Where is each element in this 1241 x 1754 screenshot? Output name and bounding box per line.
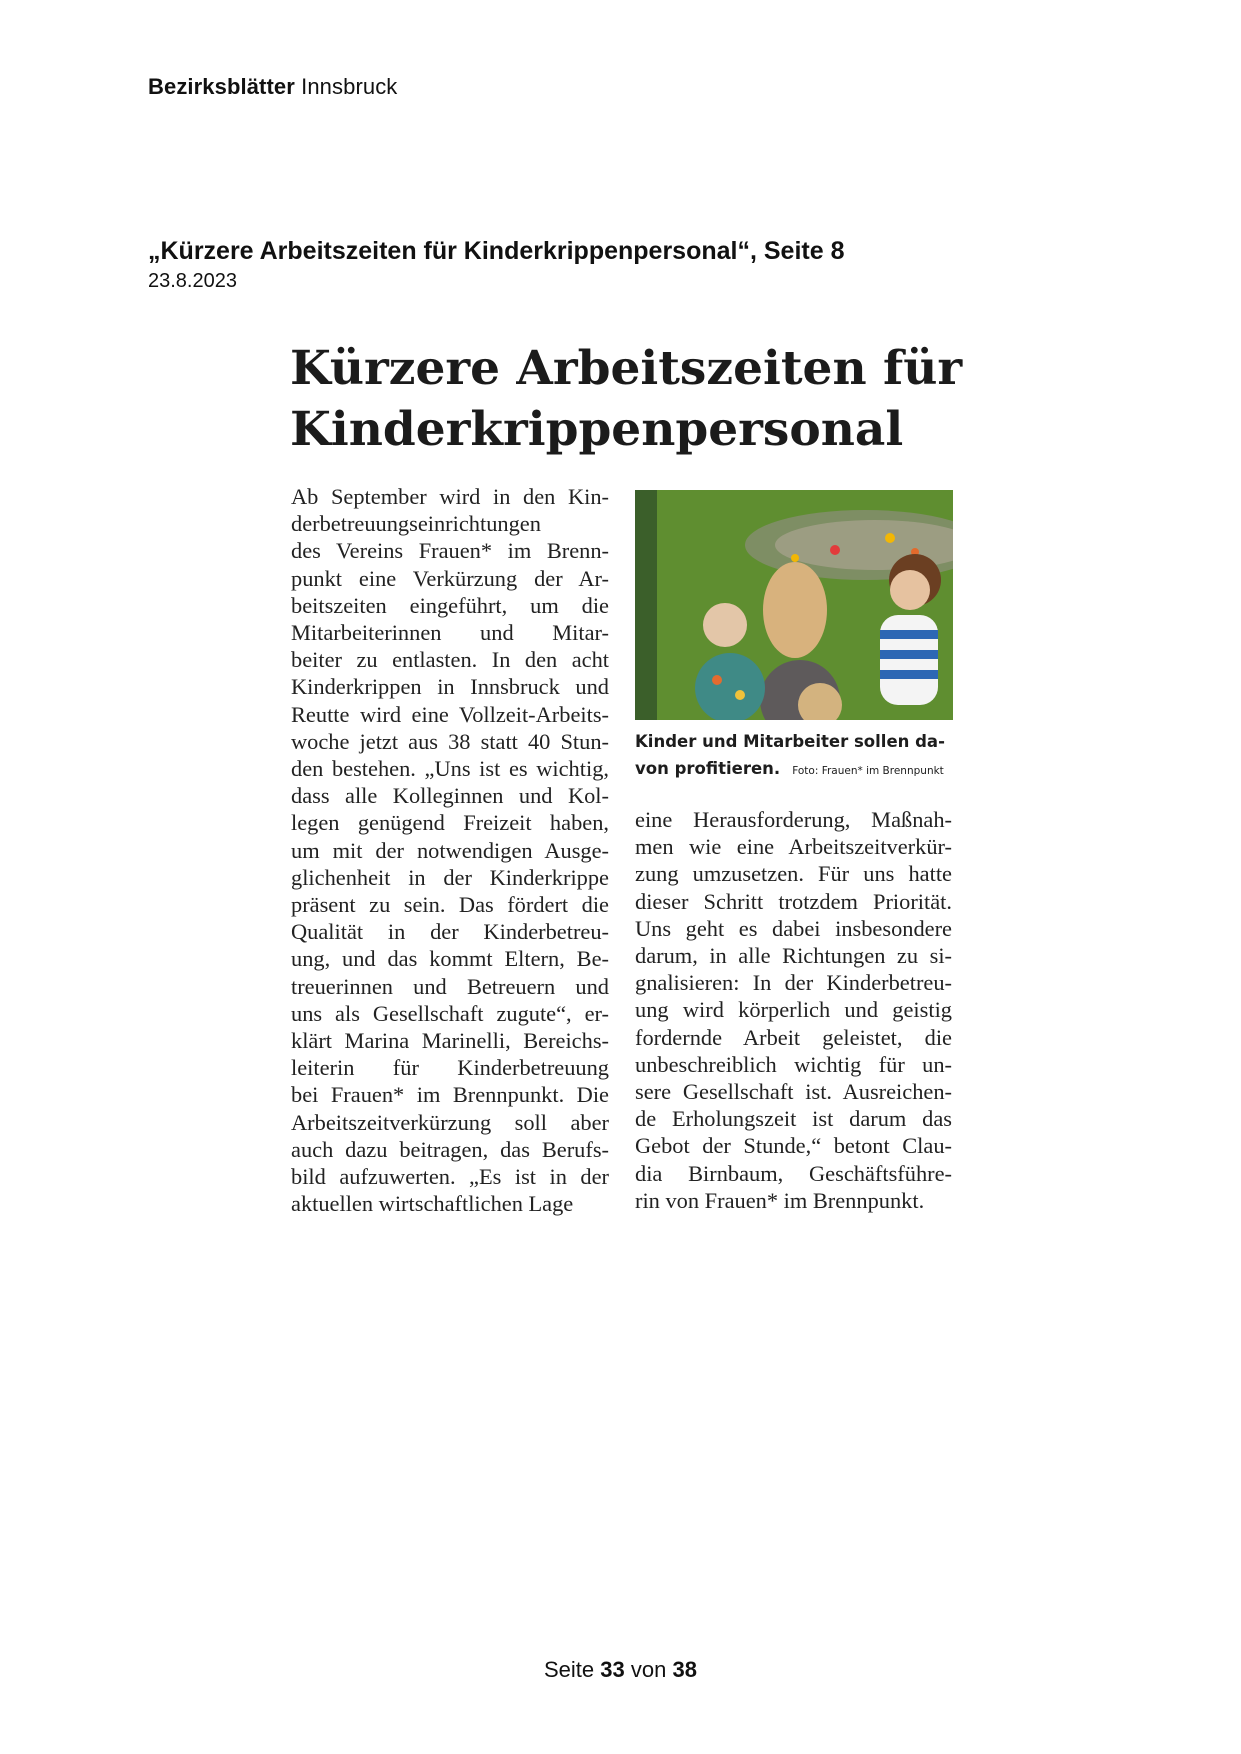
left-column-line: treuerinnen und Betreuern und bbox=[291, 973, 609, 999]
article-headline bbox=[290, 338, 970, 460]
headline-line-2: Kinderkrippenpersonal bbox=[290, 402, 904, 457]
left-column-line: den bestehen. „Uns ist es wichtig, bbox=[291, 756, 609, 782]
left-column-line: um mit der notwendigen Ausge- bbox=[291, 837, 609, 863]
caption-line-2: von profitieren. bbox=[635, 759, 781, 778]
right-column-line: Uns geht es dabei insbesondere bbox=[635, 915, 952, 941]
right-column-line: de Erholungszeit ist darum das bbox=[635, 1106, 952, 1132]
left-column-line: Reutte wird eine Vollzeit-Arbeits- bbox=[291, 701, 609, 727]
page-total: 38 bbox=[672, 1657, 697, 1682]
page-of-label: von bbox=[630, 1657, 667, 1682]
photo-caption bbox=[635, 728, 953, 785]
clipping-title: „Kürzere Arbeitszeiten für Kinderkrippenpersonal“, Seite 8 bbox=[148, 237, 845, 265]
left-column-line: Arbeitszeitverkürzung soll aber bbox=[291, 1109, 609, 1135]
left-column-line: Ab September wird in den Kin- bbox=[291, 484, 609, 509]
page-footer bbox=[0, 1657, 1241, 1683]
left-column-line: legen genügend Freizeit haben, bbox=[291, 810, 609, 836]
left-column-line: punkt eine Verkürzung der Ar- bbox=[291, 565, 609, 591]
left-column-line: ung, und das kommt Eltern, Be- bbox=[291, 946, 609, 972]
right-column-line: unbeschreiblich wichtig für un- bbox=[635, 1051, 952, 1077]
left-column-line: Qualität in der Kinderbetreu- bbox=[291, 919, 609, 945]
left-column-line: woche jetzt aus 38 statt 40 Stun- bbox=[291, 728, 609, 754]
left-column-line: beiter zu entlasten. In den acht bbox=[291, 647, 609, 673]
left-column-line: Kinderkrippen in Innsbruck und bbox=[291, 674, 609, 700]
right-column-line: eine Herausforderung, Maßnah- bbox=[635, 807, 952, 832]
children-playing-photo-illustration bbox=[635, 490, 953, 720]
publication-region: Innsbruck bbox=[301, 74, 398, 99]
left-column-line: beitszeiten eingeführt, um die bbox=[291, 592, 609, 618]
photo-credit: Foto: Frauen* im Brennpunkt bbox=[792, 765, 944, 777]
right-column-line: men wie eine Arbeitszeitverkür- bbox=[635, 834, 952, 860]
right-column-line: ung wird körperlich und geistig bbox=[635, 997, 952, 1023]
article-right-column bbox=[635, 806, 952, 1214]
right-column-line: Gebot der Stunde,“ betont Clau- bbox=[635, 1133, 952, 1159]
right-column-line: zung umzusetzen. Für uns hatte bbox=[635, 861, 952, 887]
caption-line-1: Kinder und Mitarbeiter sollen da- bbox=[635, 732, 945, 751]
left-column-line: bei Frauen* im Brennpunkt. Die bbox=[291, 1082, 609, 1108]
left-column-line: dass alle Kolleginnen und Kol- bbox=[291, 783, 609, 809]
left-column-line: leiterin für Kinderbetreuung bbox=[291, 1055, 609, 1081]
right-column-line: fordernde Arbeit geleistet, die bbox=[635, 1024, 952, 1050]
left-column-line: uns als Gesellschaft zugute“, er- bbox=[291, 1000, 609, 1026]
left-column-line: Mitarbeiterinnen und Mitar- bbox=[291, 620, 609, 646]
right-column-line: dieser Schritt trotzdem Priorität. bbox=[635, 888, 952, 914]
right-column-line: darum, in alle Richtungen zu si- bbox=[635, 943, 952, 969]
right-column-line: dia Birnbaum, Geschäftsführe- bbox=[635, 1160, 952, 1186]
left-column-line: derbetreuungseinrichtungen bbox=[291, 511, 541, 537]
article-photo bbox=[635, 490, 953, 720]
publication-header bbox=[148, 74, 397, 100]
left-column-line: präsent zu sein. Das fördert die bbox=[291, 892, 609, 918]
publication-name: Bezirksblätter bbox=[148, 74, 295, 99]
page-label: Seite bbox=[544, 1657, 595, 1682]
page-number: 33 bbox=[600, 1657, 625, 1682]
headline-line-1: Kürzere Arbeitszeiten für bbox=[290, 341, 963, 396]
left-column-line: bild aufzuwerten. „Es ist in der bbox=[291, 1164, 609, 1190]
left-column-line: aktuellen wirtschaftlichen Lage bbox=[291, 1191, 574, 1217]
right-column-line: gnalisieren: In der Kinderbetreu- bbox=[635, 970, 952, 996]
article-left-column bbox=[291, 483, 609, 1217]
clipping-date: 23.8.2023 bbox=[148, 270, 237, 292]
left-column-line: auch dazu beitragen, das Berufs- bbox=[291, 1136, 609, 1162]
left-column-line: glichenheit in der Kinderkrippe bbox=[291, 864, 609, 890]
right-column-line: sere Gesellschaft ist. Ausreichen- bbox=[635, 1079, 952, 1105]
left-column-line: des Vereins Frauen* im Brenn- bbox=[291, 538, 609, 564]
left-column-line: klärt Marina Marinelli, Bereichs- bbox=[291, 1028, 609, 1054]
right-column-line: rin von Frauen* im Brennpunkt. bbox=[635, 1187, 925, 1213]
